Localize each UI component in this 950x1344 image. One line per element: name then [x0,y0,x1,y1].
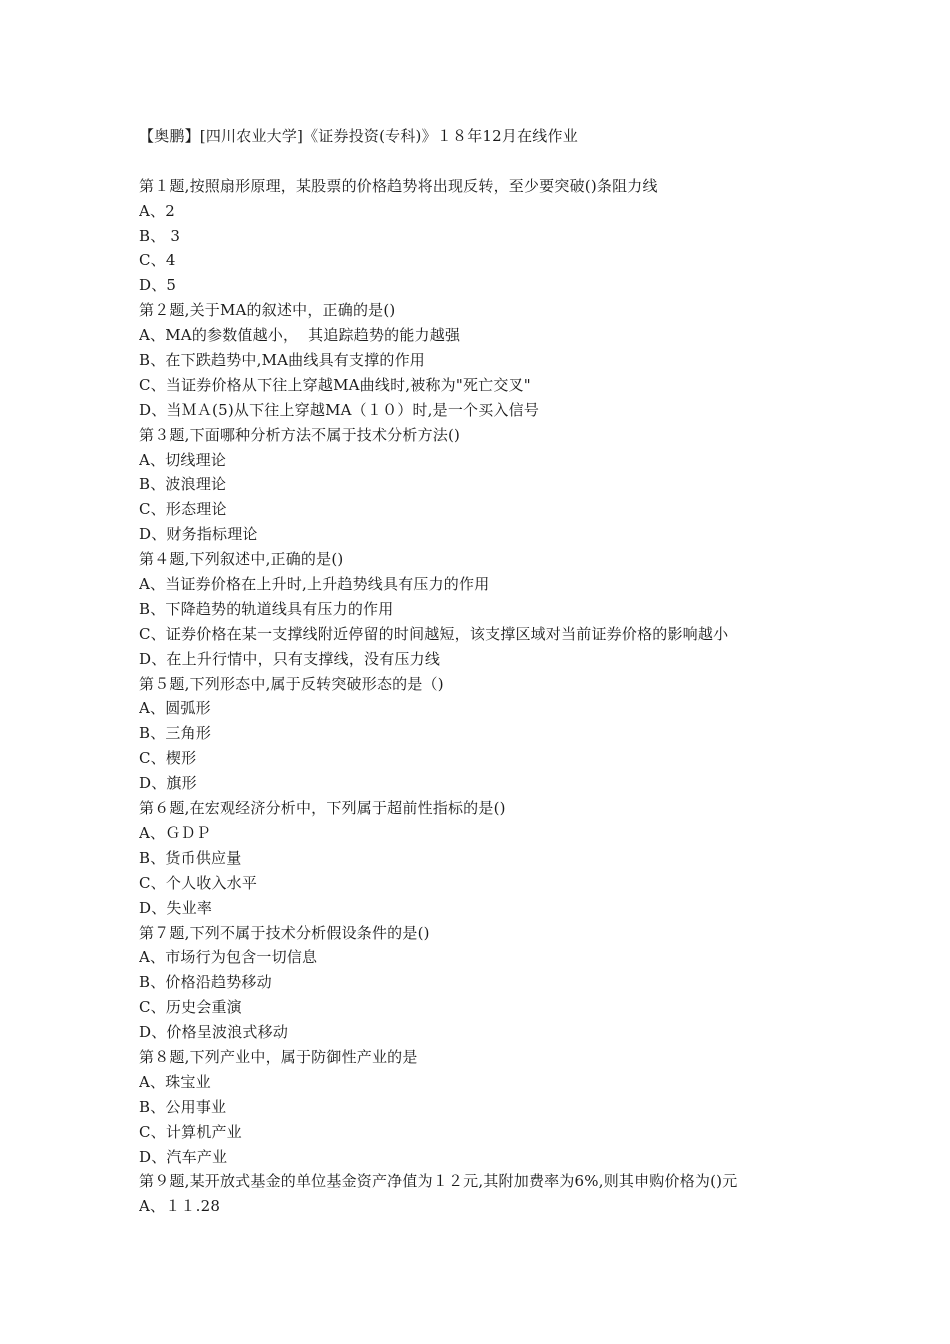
question-stem: 第１题,按照扇形原理，某股票的价格趋势将出现反转，至少要突破()条阻力线 [139,176,658,195]
question-stem: 第６题,在宏观经济分析中，下列属于超前性指标的是() [139,799,506,818]
question-option: C、计算机产业 [139,1122,242,1141]
question-option: D、价格呈波浪式移动 [139,1023,289,1042]
question-stem: 第９题,某开放式基金的单位基金资产净值为１２元,其附加费率为6%,则其申购价格为()元 [139,1172,738,1191]
question-stem: 第３题,下面哪种分析方法不属于技术分析方法() [139,425,461,444]
question-option: C、历史会重演 [139,998,242,1017]
question-option: B、 3 [139,226,181,245]
question-option: C、形态理论 [139,500,227,519]
question-option: A、MA的参数值越小， 其追踪趋势的能力越强 [139,326,461,345]
question-option: D、财务指标理论 [139,525,258,544]
question-option: C、个人收入水平 [139,873,258,892]
question-option: B、波浪理论 [139,475,227,494]
question-option: C、楔形 [139,749,197,768]
question-stem: 第８题,下列产业中，属于防御性产业的是 [139,1047,418,1066]
question-option: D、失业率 [139,898,213,917]
question-option: C、4 [139,251,176,270]
question-option: B、货币供应量 [139,848,242,867]
question-option: A、圆弧形 [139,699,211,718]
question-option: C、证券价格在某一支撑线附近停留的时间越短，该支撑区域对当前证券价格的影响越小 [139,624,729,643]
score-row [139,149,919,174]
question-option: A、市场行为包含一切信息 [139,948,318,967]
question-option: B、三角形 [139,724,212,743]
question-option: A、切线理论 [139,450,227,469]
question-list [139,174,919,1219]
document-title: 【奥鹏】[四川农业大学]《证券投资(专科)》１８年12月在线作业 [139,127,578,145]
question-stem: 第５题,下列形态中,属于反转突破形态的是（) [139,674,444,693]
question-option: C、当证券价格从下往上穿越MA曲线时,被称为"死亡交叉" [139,375,531,394]
question-option: D、5 [139,276,177,295]
question-option: B、在下跌趋势中,MA曲线具有支撑的作用 [139,351,425,370]
question-option: A、珠宝业 [139,1072,211,1091]
question-option: D、汽车产业 [139,1147,228,1166]
question-option: A、2 [139,201,175,220]
question-option: B、下降趋势的轨道线具有压力的作用 [139,599,394,618]
question-option: B、公用事业 [139,1097,227,1116]
question-option: A、当证券价格在上升时,上升趋势线具有压力的作用 [139,575,490,594]
question-option: A、ＧＤＰ [139,823,211,842]
question-option: B、价格沿趋势移动 [139,973,272,992]
document-body [139,124,919,1219]
question-option: D、旗形 [139,774,197,793]
question-stem: 第７题,下列不属于技术分析假设条件的是() [139,923,430,942]
question-option: D、当ＭＡ(5)从下往上穿越MA（１０）时,是一个买入信号 [139,400,540,419]
question-stem: 第４题,下列叙述中,正确的是() [139,550,344,569]
question-option: A、１１.28 [139,1197,221,1216]
question-option: D、在上升行情中，只有支撑线，没有压力线 [139,649,441,668]
question-stem: 第２题,关于MA的叙述中，正确的是() [139,301,396,320]
